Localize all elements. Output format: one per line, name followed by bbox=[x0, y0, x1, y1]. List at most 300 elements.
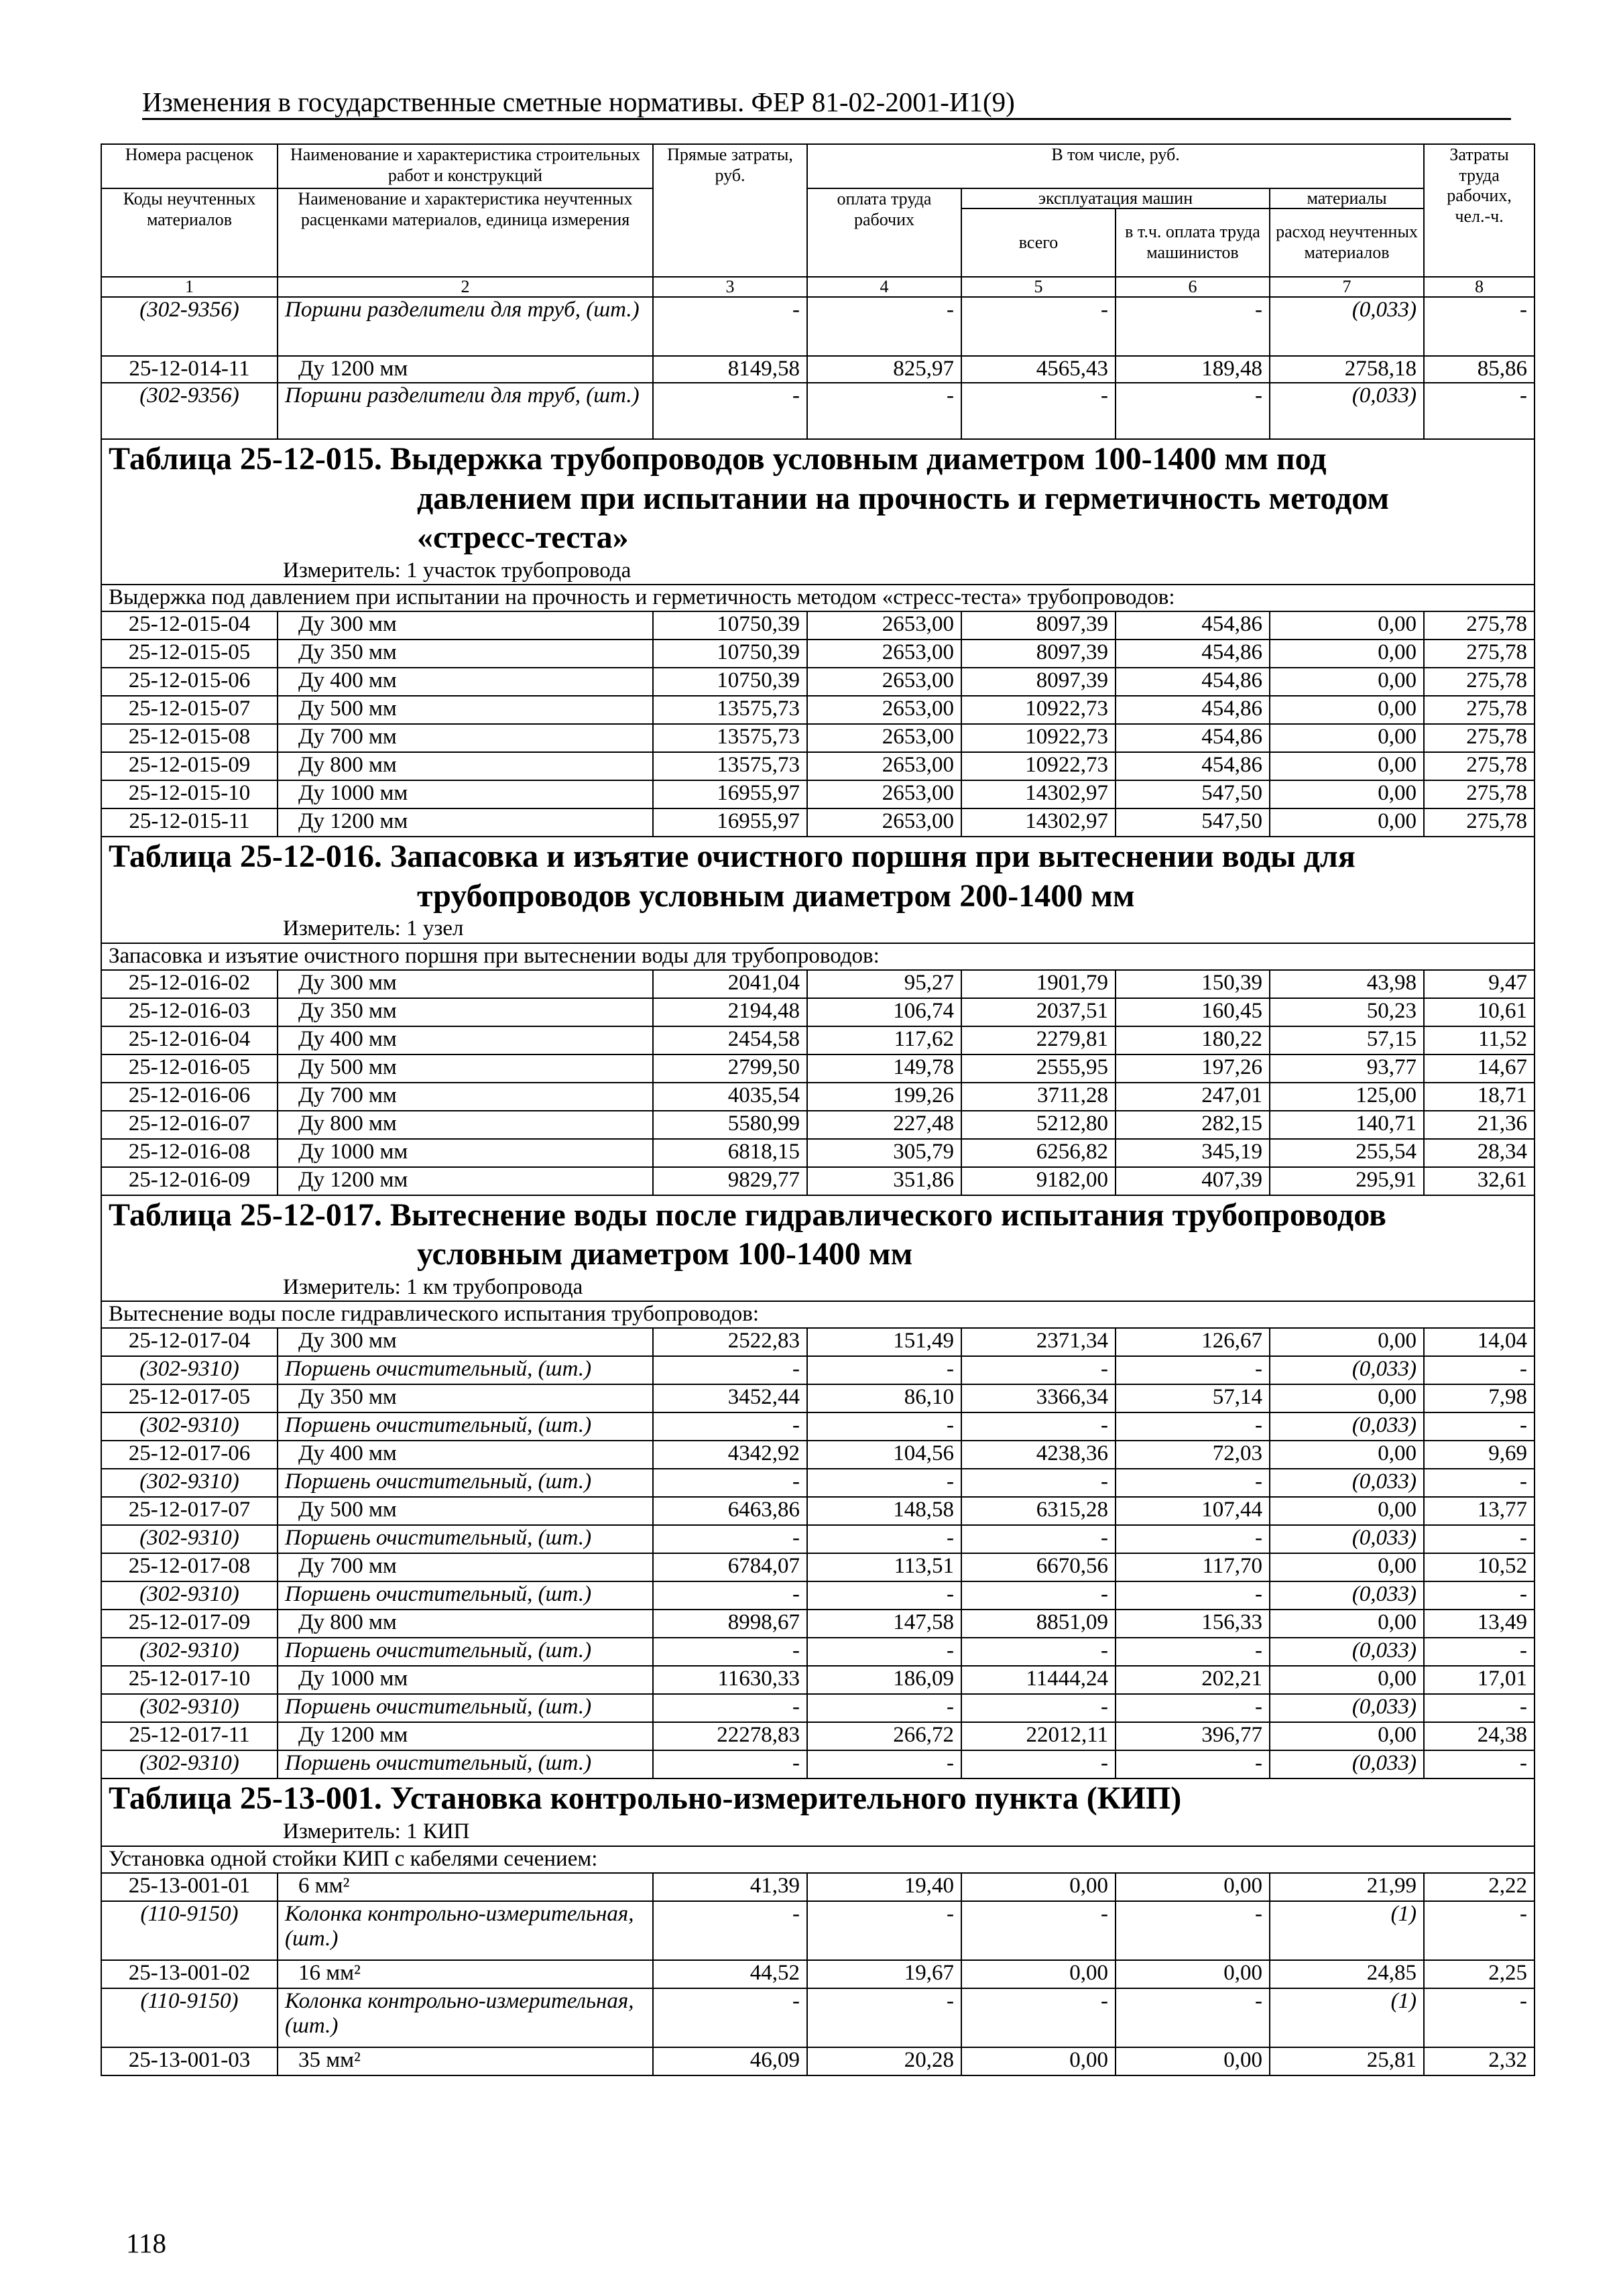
value-cell: 0,00 bbox=[1270, 1666, 1424, 1694]
rate-code: 25-12-016-05 bbox=[101, 1054, 278, 1083]
value-cell: 0,00 bbox=[1270, 640, 1424, 668]
value-cell: 41,39 bbox=[653, 1873, 807, 1901]
rate-code: (110-9150) bbox=[101, 1988, 278, 2047]
value-cell: 547,50 bbox=[1116, 808, 1270, 837]
value-cell: 0,00 bbox=[1270, 752, 1424, 780]
value-cell: (0,033) bbox=[1270, 1356, 1424, 1384]
value-cell: 17,01 bbox=[1424, 1666, 1535, 1694]
table-measure: Измеритель: 1 участок трубопровода bbox=[283, 558, 632, 583]
value-cell: 0,00 bbox=[1270, 1384, 1424, 1412]
value-cell: 9,47 bbox=[1424, 970, 1535, 998]
table-row bbox=[101, 1384, 1535, 1412]
value-cell: 6784,07 bbox=[653, 1553, 807, 1581]
value-cell: - bbox=[961, 1525, 1116, 1553]
table-title bbox=[101, 837, 1535, 943]
value-cell: 9829,77 bbox=[653, 1167, 807, 1195]
rate-code: (302-9310) bbox=[101, 1356, 278, 1384]
column-numbers-row bbox=[101, 277, 1535, 297]
value-cell: 160,45 bbox=[1116, 998, 1270, 1026]
table-title-line: Таблица 25-12-017. Вытеснение воды после гидравлического испытания трубопроводов bbox=[109, 1197, 1386, 1233]
table-subtitle: Установка одной стойки КИП с кабелями сечением: bbox=[101, 1846, 1535, 1873]
value-cell: 14,67 bbox=[1424, 1054, 1535, 1083]
value-cell: 227,48 bbox=[807, 1111, 961, 1139]
value-cell: - bbox=[653, 1750, 807, 1778]
value-cell: 150,39 bbox=[1116, 970, 1270, 998]
value-cell: - bbox=[961, 1412, 1116, 1441]
table-title-line: Таблица 25-12-015. Выдержка трубопроводов условным диаметром 100-1400 мм под bbox=[109, 441, 1327, 477]
item-name: Ду 350 мм bbox=[278, 1384, 653, 1412]
value-cell: (0,033) bbox=[1270, 1525, 1424, 1553]
value-cell: 19,67 bbox=[807, 1960, 961, 1988]
rate-code: 25-12-017-07 bbox=[101, 1497, 278, 1525]
table-row bbox=[101, 752, 1535, 780]
table-row bbox=[101, 1441, 1535, 1469]
value-cell: 5212,80 bbox=[961, 1111, 1116, 1139]
value-cell: 0,00 bbox=[1270, 1497, 1424, 1525]
value-cell: - bbox=[1424, 1356, 1535, 1384]
col-header-material-codes: Коды неучтенных материалов bbox=[101, 188, 278, 277]
value-cell: 2279,81 bbox=[961, 1026, 1116, 1054]
value-cell: - bbox=[1424, 1525, 1535, 1553]
table-subtitle: Запасовка и изъятие очистного поршня при вытеснении воды для трубопроводов: bbox=[101, 943, 1535, 970]
value-cell: 8097,39 bbox=[961, 668, 1116, 696]
value-cell: 22278,83 bbox=[653, 1722, 807, 1750]
value-cell: (0,033) bbox=[1270, 1750, 1424, 1778]
value-cell: 11630,33 bbox=[653, 1666, 807, 1694]
col-header-rate-number: Номера расценок bbox=[101, 144, 278, 188]
value-cell: 0,00 bbox=[961, 1960, 1116, 1988]
value-cell: 106,74 bbox=[807, 998, 961, 1026]
col-header-machinists: в т.ч. оплата труда машинистов bbox=[1125, 222, 1260, 262]
value-cell: 197,26 bbox=[1116, 1054, 1270, 1083]
value-cell: 0,00 bbox=[961, 1873, 1116, 1901]
rate-code: 25-13-001-03 bbox=[101, 2047, 278, 2075]
value-cell: 28,34 bbox=[1424, 1139, 1535, 1167]
value-cell: 9,69 bbox=[1424, 1441, 1535, 1469]
item-name: Поршень очистительный, (шт.) bbox=[278, 1469, 653, 1497]
value-cell: - bbox=[961, 1638, 1116, 1666]
page-header: Изменения в государственные сметные нормативы. ФЕР 81-02-2001-И1(9) bbox=[142, 86, 1511, 120]
value-cell: 13575,73 bbox=[653, 696, 807, 724]
value-cell: - bbox=[961, 1694, 1116, 1722]
item-name: Ду 500 мм bbox=[278, 1497, 653, 1525]
value-cell: 156,33 bbox=[1116, 1610, 1270, 1638]
value-cell: (0,033) bbox=[1270, 1638, 1424, 1666]
value-cell: - bbox=[1116, 1694, 1270, 1722]
value-cell: 2,25 bbox=[1424, 1960, 1535, 1988]
value-cell: 255,54 bbox=[1270, 1139, 1424, 1167]
table-measure: Измеритель: 1 КИП bbox=[283, 1819, 470, 1844]
material-row bbox=[101, 1412, 1535, 1441]
col-header-labor-pay: оплата труда рабочих bbox=[807, 188, 961, 277]
value-cell: 104,56 bbox=[807, 1441, 961, 1469]
value-cell: 0,00 bbox=[1270, 1441, 1424, 1469]
material-row bbox=[101, 1525, 1535, 1553]
value-cell: - bbox=[1116, 1988, 1270, 2047]
value-cell: 266,72 bbox=[807, 1722, 961, 1750]
value-cell: 149,78 bbox=[807, 1054, 961, 1083]
item-name: Ду 1200 мм bbox=[278, 356, 653, 383]
rate-code: 25-13-001-01 bbox=[101, 1873, 278, 1901]
value-cell: 11444,24 bbox=[961, 1666, 1116, 1694]
value-cell: - bbox=[961, 1901, 1116, 1960]
col-header-machines-title: эксплуатация машин bbox=[962, 189, 1269, 209]
value-cell: 4035,54 bbox=[653, 1083, 807, 1111]
material-row bbox=[101, 297, 1535, 356]
value-cell: (0,033) bbox=[1270, 1694, 1424, 1722]
value-cell: - bbox=[961, 1750, 1116, 1778]
value-cell: 2653,00 bbox=[807, 611, 961, 640]
table-subtitle-row bbox=[101, 585, 1535, 611]
value-cell: 8097,39 bbox=[961, 611, 1116, 640]
value-cell: 14302,97 bbox=[961, 780, 1116, 808]
value-cell: 14302,97 bbox=[961, 808, 1116, 837]
value-cell: 21,99 bbox=[1270, 1873, 1424, 1901]
value-cell: - bbox=[1424, 1581, 1535, 1610]
item-name: Поршень очистительный, (шт.) bbox=[278, 1581, 653, 1610]
item-name: Ду 350 мм bbox=[278, 998, 653, 1026]
rate-code: 25-12-015-04 bbox=[101, 611, 278, 640]
value-cell: - bbox=[1424, 1988, 1535, 2047]
table-row bbox=[101, 780, 1535, 808]
value-cell: 113,51 bbox=[807, 1553, 961, 1581]
table-row bbox=[101, 1026, 1535, 1054]
item-name: Ду 1200 мм bbox=[278, 1722, 653, 1750]
rate-code: 25-12-015-09 bbox=[101, 752, 278, 780]
item-name: 16 мм² bbox=[278, 1960, 653, 1988]
value-cell: 2799,50 bbox=[653, 1054, 807, 1083]
value-cell: 282,15 bbox=[1116, 1111, 1270, 1139]
value-cell: 2653,00 bbox=[807, 780, 961, 808]
value-cell: 407,39 bbox=[1116, 1167, 1270, 1195]
table-row bbox=[101, 998, 1535, 1026]
item-name: Ду 800 мм bbox=[278, 752, 653, 780]
value-cell: 85,86 bbox=[1424, 356, 1535, 383]
material-row bbox=[101, 1750, 1535, 1778]
value-cell: 247,01 bbox=[1116, 1083, 1270, 1111]
value-cell: - bbox=[807, 1694, 961, 1722]
rate-code: 25-12-017-10 bbox=[101, 1666, 278, 1694]
value-cell: 454,86 bbox=[1116, 724, 1270, 752]
value-cell: 2194,48 bbox=[653, 998, 807, 1026]
item-name: Ду 1000 мм bbox=[278, 1139, 653, 1167]
value-cell: 22012,11 bbox=[961, 1722, 1116, 1750]
rate-code: (302-9310) bbox=[101, 1469, 278, 1497]
rate-code: (302-9356) bbox=[101, 297, 278, 356]
material-row bbox=[101, 383, 1535, 439]
value-cell: 189,48 bbox=[1116, 356, 1270, 383]
value-cell: 275,78 bbox=[1424, 668, 1535, 696]
value-cell: 6315,28 bbox=[961, 1497, 1116, 1525]
item-name: Колонка контрольно-измерительная, (шт.) bbox=[278, 1901, 653, 1960]
value-cell: 13575,73 bbox=[653, 752, 807, 780]
table-row bbox=[101, 611, 1535, 640]
value-cell: 11,52 bbox=[1424, 1026, 1535, 1054]
table-title-line: трубопроводов условным диаметром 200-1400 мм bbox=[417, 878, 1135, 914]
rate-code: 25-12-014-11 bbox=[101, 356, 278, 383]
value-cell: 32,61 bbox=[1424, 1167, 1535, 1195]
table-017-title bbox=[101, 1195, 1535, 1302]
col-num: 2 bbox=[278, 277, 653, 297]
value-cell: 4238,36 bbox=[961, 1441, 1116, 1469]
value-cell: 0,00 bbox=[1270, 696, 1424, 724]
value-cell: - bbox=[1424, 1750, 1535, 1778]
rate-code: 25-12-015-07 bbox=[101, 696, 278, 724]
value-cell: 44,52 bbox=[653, 1960, 807, 1988]
col-num: 6 bbox=[1116, 277, 1270, 297]
value-cell: 0,00 bbox=[1116, 2047, 1270, 2075]
col-header-labor-cost: Затраты труда рабочих, чел.-ч. bbox=[1424, 144, 1535, 277]
material-row bbox=[101, 1356, 1535, 1384]
value-cell: 199,26 bbox=[807, 1083, 961, 1111]
table-title-line: условным диаметром 100-1400 мм bbox=[417, 1236, 913, 1272]
value-cell: 275,78 bbox=[1424, 696, 1535, 724]
value-cell: 72,03 bbox=[1116, 1441, 1270, 1469]
value-cell: 46,09 bbox=[653, 2047, 807, 2075]
value-cell: 3711,28 bbox=[961, 1083, 1116, 1111]
value-cell: 0,00 bbox=[1270, 668, 1424, 696]
col-header-materials bbox=[1270, 188, 1424, 277]
value-cell: - bbox=[1116, 297, 1270, 356]
value-cell: 117,70 bbox=[1116, 1553, 1270, 1581]
item-name: Поршень очистительный, (шт.) bbox=[278, 1638, 653, 1666]
value-cell: 547,50 bbox=[1116, 780, 1270, 808]
value-cell: 454,86 bbox=[1116, 611, 1270, 640]
rate-code: (302-9310) bbox=[101, 1581, 278, 1610]
col-header-material-names: Наименование и характеристика неучтенных расценками материалов, единица измерения bbox=[278, 188, 653, 277]
table-subtitle: Вытеснение воды после гидравлического испытания трубопроводов: bbox=[101, 1301, 1535, 1328]
rate-code: (302-9310) bbox=[101, 1750, 278, 1778]
item-name: Ду 300 мм bbox=[278, 970, 653, 998]
value-cell: 16955,97 bbox=[653, 780, 807, 808]
rate-code: 25-12-015-10 bbox=[101, 780, 278, 808]
value-cell: - bbox=[807, 1638, 961, 1666]
material-row bbox=[101, 1694, 1535, 1722]
value-cell: - bbox=[807, 297, 961, 356]
rate-code: 25-12-017-09 bbox=[101, 1610, 278, 1638]
rate-code: 25-12-016-07 bbox=[101, 1111, 278, 1139]
table-row bbox=[101, 2047, 1535, 2075]
value-cell: 148,58 bbox=[807, 1497, 961, 1525]
value-cell: - bbox=[653, 1581, 807, 1610]
item-name: Ду 400 мм bbox=[278, 1441, 653, 1469]
value-cell: - bbox=[1424, 297, 1535, 356]
value-cell: 5580,99 bbox=[653, 1111, 807, 1139]
value-cell: 0,00 bbox=[1270, 724, 1424, 752]
item-name: Поршень очистительный, (шт.) bbox=[278, 1694, 653, 1722]
rate-code: 25-12-017-05 bbox=[101, 1384, 278, 1412]
value-cell: 2653,00 bbox=[807, 640, 961, 668]
col-num: 7 bbox=[1270, 277, 1424, 297]
item-name: Ду 400 мм bbox=[278, 668, 653, 696]
value-cell: 140,71 bbox=[1270, 1111, 1424, 1139]
col-num: 1 bbox=[101, 277, 278, 297]
table-subtitle-row bbox=[101, 1301, 1535, 1328]
col-header-materials-use: расход неучтенных материалов bbox=[1276, 222, 1418, 262]
value-cell: - bbox=[653, 1694, 807, 1722]
value-cell: - bbox=[807, 1750, 961, 1778]
value-cell: 1901,79 bbox=[961, 970, 1116, 998]
rate-code: 25-12-017-06 bbox=[101, 1441, 278, 1469]
value-cell: 180,22 bbox=[1116, 1026, 1270, 1054]
value-cell: - bbox=[807, 1356, 961, 1384]
item-name: 6 мм² bbox=[278, 1873, 653, 1901]
value-cell: - bbox=[653, 1525, 807, 1553]
value-cell: 4565,43 bbox=[961, 356, 1116, 383]
rate-code: 25-12-016-04 bbox=[101, 1026, 278, 1054]
value-cell: - bbox=[807, 383, 961, 439]
col-header-direct-costs: Прямые затраты, руб. bbox=[653, 144, 807, 277]
item-name: Поршень очистительный, (шт.) bbox=[278, 1525, 653, 1553]
value-cell: - bbox=[807, 1988, 961, 2047]
value-cell: 25,81 bbox=[1270, 2047, 1424, 2075]
material-row bbox=[101, 1901, 1535, 1960]
value-cell: 2454,58 bbox=[653, 1026, 807, 1054]
rate-code: (302-9310) bbox=[101, 1525, 278, 1553]
table-title bbox=[101, 439, 1535, 585]
value-cell: 2653,00 bbox=[807, 668, 961, 696]
value-cell: - bbox=[1424, 1469, 1535, 1497]
value-cell: (1) bbox=[1270, 1901, 1424, 1960]
col-num: 3 bbox=[653, 277, 807, 297]
rate-code: 25-12-016-06 bbox=[101, 1083, 278, 1111]
value-cell: 24,85 bbox=[1270, 1960, 1424, 1988]
value-cell: 295,91 bbox=[1270, 1167, 1424, 1195]
table-row bbox=[101, 640, 1535, 668]
table-row bbox=[101, 808, 1535, 837]
value-cell: 10,61 bbox=[1424, 998, 1535, 1026]
table-015-title bbox=[101, 439, 1535, 585]
value-cell: 2037,51 bbox=[961, 998, 1116, 1026]
value-cell: - bbox=[961, 297, 1116, 356]
value-cell: 6256,82 bbox=[961, 1139, 1116, 1167]
value-cell: 2653,00 bbox=[807, 696, 961, 724]
table-title-line: Таблица 25-12-016. Запасовка и изъятие очистного поршня при вытеснении воды для bbox=[109, 839, 1356, 875]
rate-code: (302-9356) bbox=[101, 383, 278, 439]
value-cell: 13,49 bbox=[1424, 1610, 1535, 1638]
value-cell: - bbox=[961, 1469, 1116, 1497]
value-cell: - bbox=[653, 1901, 807, 1960]
item-name: Ду 700 мм bbox=[278, 724, 653, 752]
table-row bbox=[101, 1873, 1535, 1901]
value-cell: - bbox=[1424, 1694, 1535, 1722]
col-header-including: В том числе, руб. bbox=[807, 144, 1424, 188]
value-cell: (0,033) bbox=[1270, 1412, 1424, 1441]
value-cell: - bbox=[653, 1356, 807, 1384]
material-row bbox=[101, 1988, 1535, 2047]
value-cell: 8149,58 bbox=[653, 356, 807, 383]
value-cell: 147,58 bbox=[807, 1610, 961, 1638]
table-row bbox=[101, 1722, 1535, 1750]
value-cell: 2522,83 bbox=[653, 1328, 807, 1356]
value-cell: - bbox=[1116, 1412, 1270, 1441]
rate-code: (302-9310) bbox=[101, 1694, 278, 1722]
value-cell: 13575,73 bbox=[653, 724, 807, 752]
value-cell: - bbox=[1424, 1638, 1535, 1666]
value-cell: 2,32 bbox=[1424, 2047, 1535, 2075]
value-cell: 8851,09 bbox=[961, 1610, 1116, 1638]
item-name: Поршень очистительный, (шт.) bbox=[278, 1412, 653, 1441]
item-name: Поршень очистительный, (шт.) bbox=[278, 1356, 653, 1384]
item-name: Поршень очистительный, (шт.) bbox=[278, 1750, 653, 1778]
value-cell: 6670,56 bbox=[961, 1553, 1116, 1581]
page-number: 118 bbox=[126, 2228, 166, 2258]
value-cell: 0,00 bbox=[1270, 780, 1424, 808]
value-cell: 345,19 bbox=[1116, 1139, 1270, 1167]
item-name: Ду 500 мм bbox=[278, 696, 653, 724]
value-cell: 93,77 bbox=[1270, 1054, 1424, 1083]
rate-code: 25-12-016-09 bbox=[101, 1167, 278, 1195]
value-cell: (0,033) bbox=[1270, 383, 1424, 439]
value-cell: 0,00 bbox=[1116, 1873, 1270, 1901]
value-cell: 7,98 bbox=[1424, 1384, 1535, 1412]
item-name: Ду 1000 мм bbox=[278, 1666, 653, 1694]
value-cell: 454,86 bbox=[1116, 640, 1270, 668]
rate-code: 25-12-017-04 bbox=[101, 1328, 278, 1356]
value-cell: 186,09 bbox=[807, 1666, 961, 1694]
item-name: Поршни разделители для труб, (шт.) bbox=[278, 297, 653, 356]
rate-code: (302-9310) bbox=[101, 1412, 278, 1441]
value-cell: 117,62 bbox=[807, 1026, 961, 1054]
item-name: Ду 700 мм bbox=[278, 1553, 653, 1581]
value-cell: 8097,39 bbox=[961, 640, 1116, 668]
value-cell: 3452,44 bbox=[653, 1384, 807, 1412]
item-name: Ду 300 мм bbox=[278, 611, 653, 640]
value-cell: 454,86 bbox=[1116, 752, 1270, 780]
value-cell: - bbox=[653, 1412, 807, 1441]
value-cell: - bbox=[807, 1901, 961, 1960]
value-cell: 0,00 bbox=[1270, 1328, 1424, 1356]
col-header-work-name: Наименование и характеристика строительных работ и конструкций bbox=[278, 144, 653, 188]
table-measure: Измеритель: 1 узел bbox=[283, 916, 464, 941]
table-measure: Измеритель: 1 км трубопровода bbox=[283, 1274, 583, 1299]
value-cell: 2653,00 bbox=[807, 752, 961, 780]
value-cell: 14,04 bbox=[1424, 1328, 1535, 1356]
value-cell: 275,78 bbox=[1424, 724, 1535, 752]
table-row bbox=[101, 1553, 1535, 1581]
rate-code: 25-12-015-11 bbox=[101, 808, 278, 837]
value-cell: 825,97 bbox=[807, 356, 961, 383]
value-cell: 4342,92 bbox=[653, 1441, 807, 1469]
value-cell: 0,00 bbox=[1270, 1722, 1424, 1750]
value-cell: - bbox=[961, 1356, 1116, 1384]
value-cell: 16955,97 bbox=[653, 808, 807, 837]
value-cell: 86,10 bbox=[807, 1384, 961, 1412]
value-cell: 50,23 bbox=[1270, 998, 1424, 1026]
value-cell: 20,28 bbox=[807, 2047, 961, 2075]
value-cell: - bbox=[961, 1581, 1116, 1610]
value-cell: (0,033) bbox=[1270, 1469, 1424, 1497]
value-cell: - bbox=[1424, 1901, 1535, 1960]
value-cell: 2758,18 bbox=[1270, 356, 1424, 383]
value-cell: 21,36 bbox=[1424, 1111, 1535, 1139]
value-cell: 2,22 bbox=[1424, 1873, 1535, 1901]
value-cell: - bbox=[1116, 1469, 1270, 1497]
value-cell: - bbox=[961, 1988, 1116, 2047]
value-cell: 10750,39 bbox=[653, 668, 807, 696]
table-subtitle: Выдержка под давлением при испытании на прочность и герметичность методом «стресс-теста» трубопроводов: bbox=[101, 585, 1535, 611]
col-num: 8 bbox=[1424, 277, 1535, 297]
col-header-materials-title: материалы bbox=[1270, 189, 1423, 209]
value-cell: 151,49 bbox=[807, 1328, 961, 1356]
item-name: Ду 300 мм bbox=[278, 1328, 653, 1356]
value-cell: 6463,86 bbox=[653, 1497, 807, 1525]
rate-code: 25-12-016-08 bbox=[101, 1139, 278, 1167]
value-cell: - bbox=[1116, 1525, 1270, 1553]
table-subtitle-row bbox=[101, 943, 1535, 970]
table-title-line: «стресс-теста» bbox=[417, 520, 629, 556]
value-cell: - bbox=[807, 1581, 961, 1610]
